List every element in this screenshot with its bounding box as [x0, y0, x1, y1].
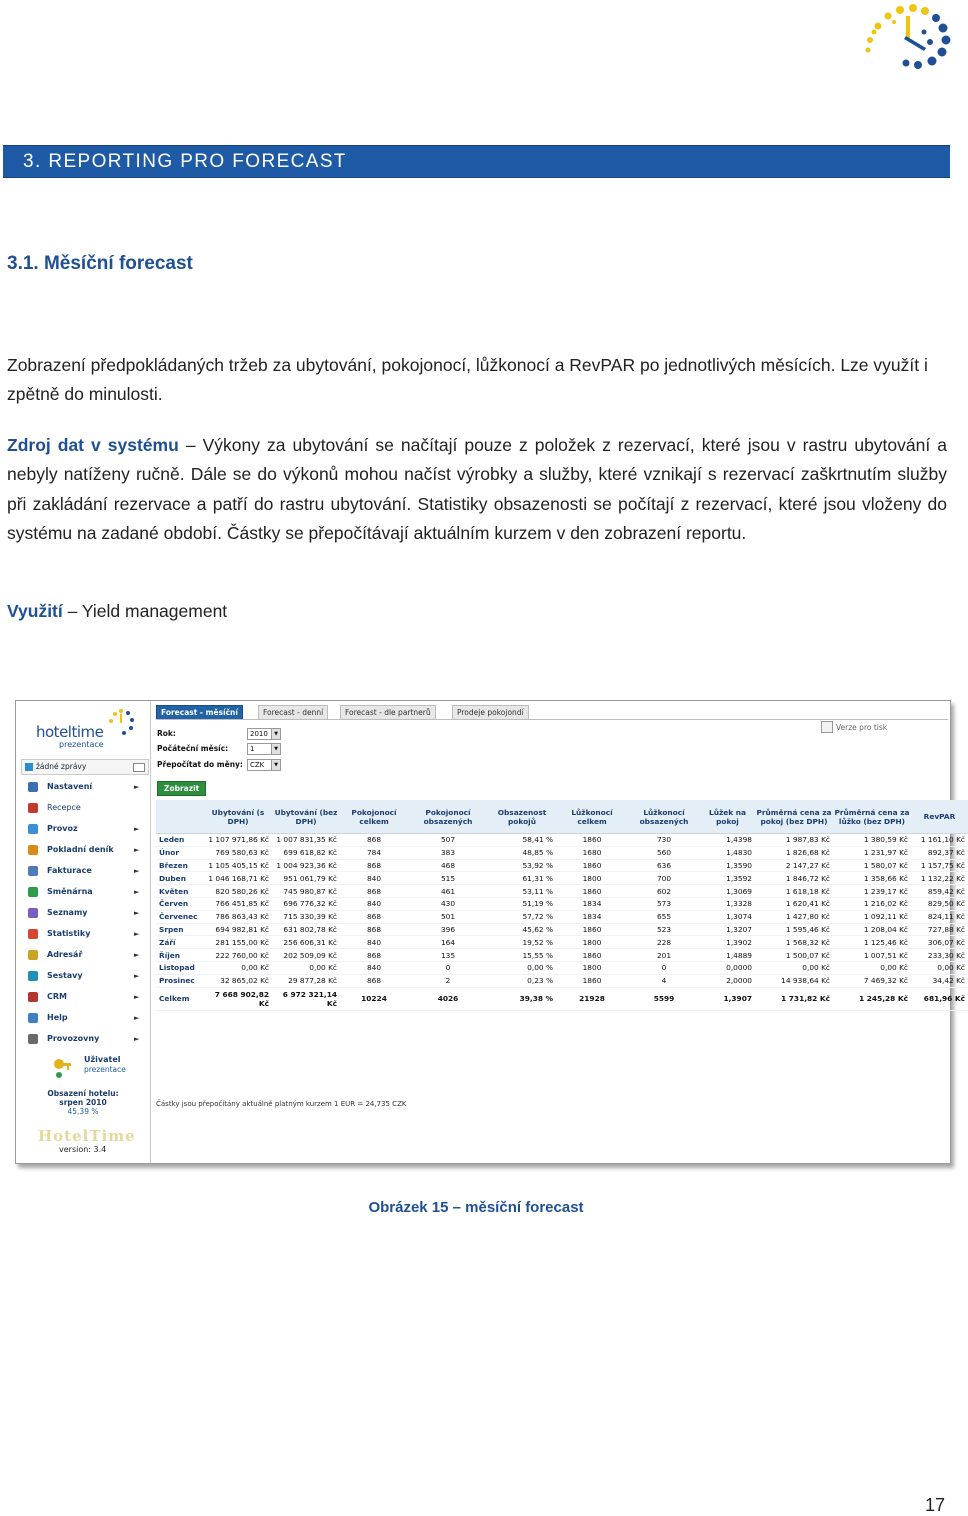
table-cell: 1 046 168,71 Kč: [204, 872, 272, 885]
menu-item-icon: [28, 1034, 38, 1044]
occupancy-label: Obsazení hotelu:: [47, 1089, 119, 1098]
menu-item-icon: [28, 908, 38, 918]
table-cell: 1860: [556, 974, 628, 987]
table-cell: 1800: [556, 872, 628, 885]
table-cell: 1 358,66 Kč: [833, 872, 911, 885]
table-cell: 1 620,41 Kč: [755, 897, 833, 910]
chevron-right-icon: ►: [134, 888, 140, 896]
table-cell: 1834: [556, 897, 628, 910]
table-row: [156, 974, 968, 987]
table-cell: 1 007 831,35 Kč: [272, 834, 340, 847]
table-cell: 281 155,00 Kč: [204, 936, 272, 949]
table-cell: 0,00 Kč: [911, 961, 968, 974]
table-cell: 523: [628, 923, 700, 936]
table-row: [156, 949, 968, 962]
menu-item[interactable]: [28, 905, 146, 926]
table-cell: 1 107 971,86 Kč: [204, 834, 272, 847]
table-cell: 21928: [556, 987, 628, 1010]
chevron-down-icon: ▼: [271, 729, 280, 739]
menu-item-icon: [28, 845, 38, 855]
table-cell: 868: [340, 834, 408, 847]
data-source-lead: Zdroj dat v systému: [7, 435, 179, 455]
table-cell: 228: [628, 936, 700, 949]
table-cell: 48,85 %: [488, 846, 556, 859]
year-label: Rok:: [157, 729, 176, 738]
menu-item-icon: [28, 971, 38, 981]
table-cell: 468: [408, 859, 488, 872]
table-cell: Duben: [156, 872, 204, 885]
table-cell: 745 980,87 Kč: [272, 885, 340, 898]
table-cell: 57,72 %: [488, 910, 556, 923]
table-cell: 461: [408, 885, 488, 898]
start-month-label: Počáteční měsíc:: [157, 744, 229, 753]
table-cell: 2,0000: [700, 974, 755, 987]
table-cell: 396: [408, 923, 488, 936]
tab-forecast-daily[interactable]: Forecast - denní: [258, 705, 328, 719]
table-cell: 1 826,68 Kč: [755, 846, 833, 859]
table-cell: 1 245,28 Kč: [833, 987, 911, 1010]
table-cell: 1,3069: [700, 885, 755, 898]
menu-item[interactable]: [28, 947, 146, 968]
chapter-heading-bar: [3, 145, 950, 178]
table-cell: 10224: [340, 987, 408, 1010]
table-cell: 1 731,82 Kč: [755, 987, 833, 1010]
table-cell: Září: [156, 936, 204, 949]
chevron-right-icon: ►: [134, 951, 140, 959]
menu-item-label: Provoz: [47, 824, 78, 833]
table-cell: 1 208,04 Kč: [833, 923, 911, 936]
table-cell: 34,42 Kč: [911, 974, 968, 987]
table-cell: 164: [408, 936, 488, 949]
menu-item-icon: [28, 929, 38, 939]
printer-icon[interactable]: [821, 721, 833, 733]
table-row: [156, 834, 968, 847]
table-cell: Červen: [156, 897, 204, 910]
table-row: [156, 897, 968, 910]
table-cell: 256 606,31 Kč: [272, 936, 340, 949]
clock-logo-icon: [106, 707, 136, 737]
side-menu: [28, 779, 146, 1052]
table-cell: 636: [628, 859, 700, 872]
table-cell: 1 568,32 Kč: [755, 936, 833, 949]
table-cell: 51,19 %: [488, 897, 556, 910]
table-cell: 1,3592: [700, 872, 755, 885]
table-cell: 507: [408, 834, 488, 847]
menu-item-label: Provozovny: [47, 1034, 100, 1043]
section-title: 3.1. Měsíční forecast: [7, 253, 193, 274]
table-cell: 820 580,26 Kč: [204, 885, 272, 898]
table-cell: 7 469,32 Kč: [833, 974, 911, 987]
table-cell: 4: [628, 974, 700, 987]
page-number: 17: [925, 1495, 946, 1515]
chevron-right-icon: ►: [134, 993, 140, 1001]
table-cell: 1 987,83 Kč: [755, 834, 833, 847]
table-cell: 696 776,32 Kč: [272, 897, 340, 910]
currency-select[interactable]: [247, 759, 281, 771]
table-cell: 1800: [556, 961, 628, 974]
table-cell: 0,00 Kč: [833, 961, 911, 974]
table-cell: 15,55 %: [488, 949, 556, 962]
menu-item[interactable]: [28, 968, 146, 989]
menu-item-icon: [28, 1013, 38, 1023]
table-cell: 1 105 405,15 Kč: [204, 859, 272, 872]
table-cell: Listopad: [156, 961, 204, 974]
table-cell: 201: [628, 949, 700, 962]
intro-paragraph: Zobrazení předpokládaných tržeb za ubytování, pokojonocí, lůžkonocí a RevPAR po jednotlivých měsících. Lze využít i zpětně do minulosti.: [7, 355, 928, 405]
app-brand-sub: prezentace: [59, 740, 104, 749]
menu-item[interactable]: [28, 1010, 146, 1031]
table-cell: Květen: [156, 885, 204, 898]
menu-item[interactable]: [28, 779, 146, 800]
table-cell: 202 509,09 Kč: [272, 949, 340, 962]
version-label: version: 3.4: [59, 1145, 107, 1154]
menu-item-icon: [28, 866, 38, 876]
table-cell: 0: [408, 961, 488, 974]
usage-lead: Využití: [7, 601, 63, 621]
table-cell: 1 231,97 Kč: [833, 846, 911, 859]
menu-item-icon: [28, 950, 38, 960]
start-month-select[interactable]: [247, 743, 281, 755]
table-cell: 655: [628, 910, 700, 923]
tab-room-sales[interactable]: Prodeje pokojondí: [452, 705, 529, 719]
table-cell: 0,23 %: [488, 974, 556, 987]
table-cell: 32 865,02 Kč: [204, 974, 272, 987]
table-row: [156, 961, 968, 974]
forecast-table: [156, 800, 968, 1011]
table-cell: Březen: [156, 859, 204, 872]
table-cell: 29 877,28 Kč: [272, 974, 340, 987]
table-cell: Prosinec: [156, 974, 204, 987]
table-header-cell: Lůžkonocí obsazených: [628, 800, 700, 834]
table-header-cell: Pokojonocí obsazených: [408, 800, 488, 834]
table-cell: 784: [340, 846, 408, 859]
table-cell: 868: [340, 974, 408, 987]
menu-item-icon: [28, 782, 38, 792]
table-cell: 1,3074: [700, 910, 755, 923]
menu-item-label: Sestavy: [47, 971, 83, 980]
table-header-cell: [156, 800, 204, 834]
table-cell: 501: [408, 910, 488, 923]
table-cell: 1 216,02 Kč: [833, 897, 911, 910]
table-cell: 560: [628, 846, 700, 859]
menu-item-label: Pokladní deník: [47, 845, 114, 854]
table-cell: 135: [408, 949, 488, 962]
table-cell: 61,31 %: [488, 872, 556, 885]
table-cell: 4026: [408, 987, 488, 1010]
table-cell: 824,11 Kč: [911, 910, 968, 923]
menu-item[interactable]: [28, 821, 146, 842]
table-cell: 1 500,07 Kč: [755, 949, 833, 962]
table-cell: 1,4889: [700, 949, 755, 962]
menu-item[interactable]: [28, 800, 146, 821]
table-cell: 681,96 Kč: [911, 987, 968, 1010]
table-cell: 1 157,75 Kč: [911, 859, 968, 872]
table-total-row: [156, 987, 968, 1010]
table-row: [156, 859, 968, 872]
table-header-cell: Ubytování (s DPH): [204, 800, 272, 834]
table-cell: 0,00 Kč: [204, 961, 272, 974]
table-cell: 1860: [556, 949, 628, 962]
table-cell: 1,3207: [700, 923, 755, 936]
table-cell: 7 668 902,82 Kč: [204, 987, 272, 1010]
menu-item-label: Help: [47, 1013, 68, 1022]
company-logo-icon: [858, 2, 953, 74]
table-cell: 1 004 923,36 Kč: [272, 859, 340, 872]
usage-text: – Yield management: [62, 601, 228, 621]
chevron-down-icon: ▼: [271, 744, 280, 754]
app-brand: hoteltime: [36, 723, 104, 741]
occupancy-value: 45,39 %: [67, 1107, 99, 1116]
table-cell: 53,11 %: [488, 885, 556, 898]
menu-item[interactable]: [28, 884, 146, 905]
menu-item[interactable]: [28, 842, 146, 863]
table-row: [156, 936, 968, 949]
table-header-cell: Pokojonocí celkem: [340, 800, 408, 834]
table-cell: 39,38 %: [488, 987, 556, 1010]
menu-item-label: CRM: [47, 992, 67, 1001]
table-row: [156, 923, 968, 936]
table-cell: 53,92 %: [488, 859, 556, 872]
table-row: [156, 872, 968, 885]
data-source-paragraph: [7, 431, 947, 548]
table-cell: 766 451,85 Kč: [204, 897, 272, 910]
year-value: 2010: [250, 730, 268, 738]
app-screenshot: [15, 700, 965, 1164]
table-cell: Leden: [156, 834, 204, 847]
table-header-cell: Průměrná cena za pokoj (bez DPH): [755, 800, 833, 834]
table-cell: 5599: [628, 987, 700, 1010]
user-label: Uživatel: [84, 1055, 121, 1064]
table-cell: 1,4830: [700, 846, 755, 859]
figure-caption: Obrázek 15 – měsíční forecast: [368, 1199, 584, 1216]
menu-item-label: Nastavení: [47, 782, 93, 791]
table-cell: 14 938,64 Kč: [755, 974, 833, 987]
menu-item-icon: [28, 824, 38, 834]
table-cell: 1,3907: [700, 987, 755, 1010]
table-cell: 868: [340, 859, 408, 872]
chevron-down-icon: ▼: [271, 760, 280, 770]
table-header-cell: Lůžkonocí celkem: [556, 800, 628, 834]
chevron-right-icon: ►: [134, 909, 140, 917]
chevron-right-icon: ►: [134, 825, 140, 833]
menu-item-label: Seznamy: [47, 908, 88, 917]
table-cell: 1 092,11 Kč: [833, 910, 911, 923]
table-cell: 1 125,46 Kč: [833, 936, 911, 949]
menu-item[interactable]: [28, 989, 146, 1010]
table-cell: 1,4398: [700, 834, 755, 847]
table-cell: 1,3328: [700, 897, 755, 910]
table-row: [156, 846, 968, 859]
table-cell: 1860: [556, 923, 628, 936]
messages-label: žádné zprávy: [36, 762, 87, 771]
chevron-right-icon: ►: [134, 867, 140, 875]
table-cell: 1,3590: [700, 859, 755, 872]
year-select[interactable]: [247, 728, 281, 740]
table-cell: 1860: [556, 885, 628, 898]
table-cell: 840: [340, 872, 408, 885]
menu-item-label: Adresář: [47, 950, 83, 959]
table-cell: 840: [340, 936, 408, 949]
table-cell: 1680: [556, 846, 628, 859]
table-cell: 306,07 Kč: [911, 936, 968, 949]
menu-item-label: Recepce: [47, 803, 81, 812]
table-cell: 383: [408, 846, 488, 859]
table-header-cell: Průměrná cena za lůžko (bez DPH): [833, 800, 911, 834]
table-cell: 602: [628, 885, 700, 898]
table-cell: 0: [628, 961, 700, 974]
currency-label: Přepočítat do měny:: [157, 760, 243, 769]
table-cell: 1860: [556, 859, 628, 872]
tab-forecast-monthly[interactable]: Forecast - měsíční: [156, 705, 243, 719]
chevron-right-icon: ►: [134, 972, 140, 980]
table-cell: 769 580,63 Kč: [204, 846, 272, 859]
table-cell: 868: [340, 923, 408, 936]
table-cell: 715 330,39 Kč: [272, 910, 340, 923]
table-cell: 730: [628, 834, 700, 847]
table-cell: 2: [408, 974, 488, 987]
table-cell: 6 972 321,14 Kč: [272, 987, 340, 1010]
table-header-cell: Obsazenost pokojů: [488, 800, 556, 834]
envelope-icon: [133, 763, 145, 772]
menu-item-icon: [28, 803, 38, 813]
usage-paragraph: [7, 597, 947, 626]
chevron-right-icon: ►: [134, 1035, 140, 1043]
table-cell: Říjen: [156, 949, 204, 962]
menu-item-label: Fakturace: [47, 866, 92, 875]
app-sidebar: [16, 701, 151, 1163]
table-header-cell: RevPAR: [911, 800, 968, 834]
table-row: [156, 885, 968, 898]
table-cell: 727,88 Kč: [911, 923, 968, 936]
table-cell: 1 846,72 Kč: [755, 872, 833, 885]
table-cell: Srpen: [156, 923, 204, 936]
table-cell: 573: [628, 897, 700, 910]
data-source-text: – Výkony za ubytování se načítají pouze z položek z rezervací, které jsou v rastru ubytování a nebyly natíženy ručně. Dále se do výkonů mohou načíst výrobky a služby, které vznikají s rezervací zaškrtnutím služby při zakládání rezervace a patří do rastru ubytování. Statistiky obsazenosti se počítají z rezervací, které jsou vloženy do systému na zadané období. Částky se přepočítávají aktuálním kurzem v den zobrazení reportu.: [7, 435, 947, 543]
table-cell: 1 132,22 Kč: [911, 872, 968, 885]
table-cell: 700: [628, 872, 700, 885]
table-header-cell: Lůžek na pokoj: [700, 800, 755, 834]
table-cell: 631 802,78 Kč: [272, 923, 340, 936]
table-row: [156, 910, 968, 923]
table-cell: 1,3902: [700, 936, 755, 949]
message-icon: [25, 763, 33, 771]
user-name: prezentace: [84, 1065, 126, 1074]
table-cell: 829,50 Kč: [911, 897, 968, 910]
table-cell: 1834: [556, 910, 628, 923]
table-cell: 859,42 Kč: [911, 885, 968, 898]
table-cell: 840: [340, 897, 408, 910]
chevron-right-icon: ►: [134, 846, 140, 854]
table-cell: 1 618,18 Kč: [755, 885, 833, 898]
table-cell: 1 007,51 Kč: [833, 949, 911, 962]
start-month-value: 1: [250, 745, 255, 753]
table-header-cell: Ubytování (bez DPH): [272, 800, 340, 834]
menu-item-icon: [28, 992, 38, 1002]
menu-item-label: Směnárna: [47, 887, 93, 896]
menu-item-icon: [28, 887, 38, 897]
chapter-title: 3. REPORTING PRO FORECAST: [23, 151, 347, 172]
table-cell: 694 982,81 Kč: [204, 923, 272, 936]
table-cell: 2 147,27 Kč: [755, 859, 833, 872]
table-cell: 1 595,46 Kč: [755, 923, 833, 936]
table-cell: 1860: [556, 834, 628, 847]
show-button[interactable]: Zobrazit: [157, 781, 206, 796]
forecast-table-wrap: [156, 800, 965, 1108]
table-cell: 1800: [556, 936, 628, 949]
table-cell: 868: [340, 910, 408, 923]
table-cell: 430: [408, 897, 488, 910]
menu-item[interactable]: [28, 863, 146, 884]
chevron-right-icon: ►: [134, 783, 140, 791]
table-cell: 222 760,00 Kč: [204, 949, 272, 962]
table-cell: 19,52 %: [488, 936, 556, 949]
table-cell: 1 380,59 Kč: [833, 834, 911, 847]
table-cell: 0,0000: [700, 961, 755, 974]
table-cell: 1 580,07 Kč: [833, 859, 911, 872]
occupancy-period: srpen 2010: [59, 1098, 107, 1107]
menu-item-label: Statistiky: [47, 929, 91, 938]
table-cell: 892,37 Kč: [911, 846, 968, 859]
exchange-rate-note: Částky jsou přepočítány aktuálně platným kurzem 1 EUR = 24,735 CZK: [156, 1100, 407, 1108]
menu-item[interactable]: [28, 1031, 146, 1052]
table-cell: Celkem: [156, 987, 204, 1010]
table-cell: 0,00 Kč: [755, 961, 833, 974]
table-cell: 1 239,17 Kč: [833, 885, 911, 898]
table-cell: 786 863,43 Kč: [204, 910, 272, 923]
messages-bar[interactable]: [21, 759, 149, 775]
table-cell: 840: [340, 961, 408, 974]
table-cell: 0,00 Kč: [272, 961, 340, 974]
menu-item[interactable]: [28, 926, 146, 947]
table-cell: 1 427,80 Kč: [755, 910, 833, 923]
chevron-right-icon: ►: [134, 1014, 140, 1022]
table-cell: 515: [408, 872, 488, 885]
table-cell: 699 618,82 Kč: [272, 846, 340, 859]
currency-value: CZK: [250, 761, 265, 769]
table-cell: 45,62 %: [488, 923, 556, 936]
print-version-link[interactable]: Verze pro tisk: [836, 723, 888, 732]
table-header-row: [156, 800, 968, 834]
table-body: [156, 834, 968, 1011]
tab-divider: [156, 719, 948, 720]
table-cell: 868: [340, 885, 408, 898]
hoteltime-logo: HotelTime: [38, 1127, 136, 1145]
table-cell: 0,00 %: [488, 961, 556, 974]
user-key-icon: [52, 1057, 72, 1079]
table-cell: 58,41 %: [488, 834, 556, 847]
tab-forecast-partners[interactable]: Forecast - dle partnerů: [340, 705, 436, 719]
table-cell: 233,30 Kč: [911, 949, 968, 962]
table-cell: 951 061,79 Kč: [272, 872, 340, 885]
table-cell: 868: [340, 949, 408, 962]
chevron-right-icon: ►: [134, 930, 140, 938]
app-main: [156, 705, 965, 1161]
table-cell: 1 161,10 Kč: [911, 834, 968, 847]
table-cell: Červenec: [156, 910, 204, 923]
table-cell: Únor: [156, 846, 204, 859]
